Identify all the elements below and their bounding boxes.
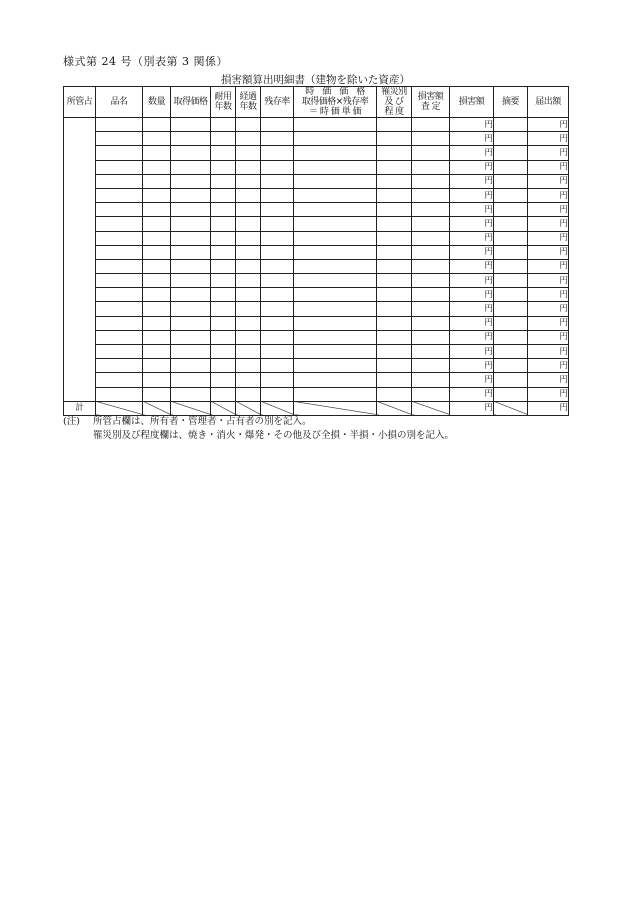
cell-value: [294, 274, 377, 288]
cell-total: 円: [528, 259, 569, 273]
cell-elapsed: [236, 316, 261, 330]
cell-resid: [261, 345, 294, 359]
cell-elapsed: [236, 387, 261, 401]
cell-acq: [171, 132, 211, 146]
cell-value: [294, 259, 377, 273]
cell-qty: [143, 118, 171, 132]
cell-resid: [261, 259, 294, 273]
cell-summary: [494, 160, 528, 174]
note-tag: (注): [63, 416, 80, 427]
slashed-cell: [294, 401, 377, 415]
table-row: [64, 118, 569, 132]
cell-loss: 円: [450, 259, 494, 273]
cell-item: [96, 373, 143, 387]
cell-acq: [171, 387, 211, 401]
cell-acq: [171, 231, 211, 245]
cell-elapsed: [236, 359, 261, 373]
cell-assess: [412, 245, 450, 259]
cell-qty: [143, 146, 171, 160]
cell-loss: 円: [450, 203, 494, 217]
cell-elapsed: [236, 330, 261, 344]
cell-summary: [494, 188, 528, 202]
cell-resid: [261, 146, 294, 160]
cell-type: [377, 188, 412, 202]
slashed-cell: [236, 401, 261, 415]
cell-total: 円: [528, 302, 569, 316]
cell-assess: [412, 231, 450, 245]
cell-acq: [171, 274, 211, 288]
cell-value: [294, 174, 377, 188]
cell-qty: [143, 203, 171, 217]
cell-life: [211, 330, 236, 344]
cell-life: [211, 387, 236, 401]
table-row: [64, 288, 569, 302]
cell-resid: [261, 274, 294, 288]
cell-acq: [171, 373, 211, 387]
cell-acq: [171, 288, 211, 302]
cell-item: [96, 118, 143, 132]
cell-type: [377, 245, 412, 259]
cell-type: [377, 118, 412, 132]
cell-item: [96, 330, 143, 344]
cell-elapsed: [236, 203, 261, 217]
cell-total: 円: [528, 330, 569, 344]
cell-resid: [261, 316, 294, 330]
cell-elapsed: [236, 174, 261, 188]
column-header-resid: 残存率: [261, 87, 294, 118]
cell-life: [211, 231, 236, 245]
cell-loss: 円: [450, 174, 494, 188]
slashed-cell: [261, 401, 294, 415]
table-row: [64, 274, 569, 288]
slashed-cell: [494, 401, 528, 415]
cell-life: [211, 203, 236, 217]
cell-type: [377, 259, 412, 273]
cell-qty: [143, 302, 171, 316]
cell-qty: [143, 245, 171, 259]
cell-assess: [412, 188, 450, 202]
cell-assess: [412, 387, 450, 401]
cell-summary: [494, 118, 528, 132]
table-row: [64, 132, 569, 146]
cell-qty: [143, 316, 171, 330]
cell-life: [211, 259, 236, 273]
cell-item: [96, 274, 143, 288]
cell-life: [211, 174, 236, 188]
cell-loss: 円: [450, 387, 494, 401]
total-row: [64, 401, 569, 415]
cell-total: 円: [528, 160, 569, 174]
table-row: [64, 373, 569, 387]
cell-elapsed: [236, 231, 261, 245]
cell-loss: 円: [450, 245, 494, 259]
cell-elapsed: [236, 188, 261, 202]
cell-qty: [143, 330, 171, 344]
cell-life: [211, 118, 236, 132]
cell-assess: [412, 118, 450, 132]
cell-item: [96, 231, 143, 245]
cell-summary: [494, 132, 528, 146]
cell-qty: [143, 259, 171, 273]
cell-item: [96, 245, 143, 259]
cell-type: [377, 316, 412, 330]
cell-assess: [412, 160, 450, 174]
cell-item: [96, 146, 143, 160]
cell-total: 円: [528, 132, 569, 146]
cell-resid: [261, 359, 294, 373]
cell-total: 円: [528, 217, 569, 231]
cell-type: [377, 330, 412, 344]
cell-elapsed: [236, 118, 261, 132]
cell-total: 円: [528, 288, 569, 302]
cell-total: 円: [528, 316, 569, 330]
cell-qty: [143, 174, 171, 188]
table-row: [64, 359, 569, 373]
cell-type: [377, 359, 412, 373]
cell-total: 円: [528, 188, 569, 202]
cell-elapsed: [236, 160, 261, 174]
cell-acq: [171, 160, 211, 174]
cell-assess: [412, 316, 450, 330]
cell-value: [294, 132, 377, 146]
cell-assess: [412, 288, 450, 302]
cell-type: [377, 387, 412, 401]
cell-life: [211, 160, 236, 174]
cell-life: [211, 373, 236, 387]
cell-loss: 円: [450, 316, 494, 330]
cell-total: 円: [528, 387, 569, 401]
cell-elapsed: [236, 345, 261, 359]
cell-loss: 円: [450, 146, 494, 160]
cell-resid: [261, 160, 294, 174]
cell-elapsed: [236, 259, 261, 273]
total-label: 計: [64, 401, 96, 415]
cell-item: [96, 217, 143, 231]
cell-elapsed: [236, 302, 261, 316]
table-row: [64, 316, 569, 330]
table-row: [64, 174, 569, 188]
cell-assess: [412, 345, 450, 359]
table-row: [64, 245, 569, 259]
cell-type: [377, 132, 412, 146]
cell-item: [96, 132, 143, 146]
cell-item: [96, 174, 143, 188]
cell-assess: [412, 274, 450, 288]
cell-loss: 円: [450, 118, 494, 132]
cell-loss: 円: [450, 373, 494, 387]
cell-assess: [412, 132, 450, 146]
cell-item: [96, 387, 143, 401]
cell-loss: 円: [450, 288, 494, 302]
cell-elapsed: [236, 274, 261, 288]
cell-loss: 円: [450, 231, 494, 245]
cell-type: [377, 203, 412, 217]
cell-value: [294, 302, 377, 316]
cell-type: [377, 160, 412, 174]
cell-qty: [143, 160, 171, 174]
cell-total: 円: [528, 359, 569, 373]
cell-qty: [143, 132, 171, 146]
cell-summary: [494, 359, 528, 373]
cell-life: [211, 359, 236, 373]
notes: [63, 415, 454, 443]
cell-summary: [494, 316, 528, 330]
cell-type: [377, 274, 412, 288]
note-line-2: 罹災別及び程度欄は、焼き・消火・爆発・その他及び全損・半損・小損の別を記入。: [93, 430, 455, 441]
cell-life: [211, 302, 236, 316]
column-header-total: 届出額: [528, 87, 569, 118]
form-number: 様式第 24 号（別表第 3 関係）: [63, 55, 228, 68]
cell-value: [294, 373, 377, 387]
cell-total: 円: [528, 274, 569, 288]
cell-value: [294, 118, 377, 132]
cell-assess: [412, 302, 450, 316]
owner-cell: [64, 118, 96, 402]
column-header-loss: 損害額: [450, 87, 494, 118]
cell-resid: [261, 132, 294, 146]
cell-loss: 円: [450, 274, 494, 288]
cell-value: [294, 288, 377, 302]
cell-acq: [171, 330, 211, 344]
cell-acq: [171, 245, 211, 259]
cell-total: 円: [528, 118, 569, 132]
cell-type: [377, 302, 412, 316]
cell-value: [294, 146, 377, 160]
cell-acq: [171, 259, 211, 273]
cell-item: [96, 302, 143, 316]
cell-qty: [143, 231, 171, 245]
cell-item: [96, 203, 143, 217]
cell-loss: 円: [450, 217, 494, 231]
column-header-type: 罹災別 及 び 程 度: [377, 87, 412, 118]
cell-resid: [261, 118, 294, 132]
cell-resid: [261, 174, 294, 188]
cell-total: 円: [528, 373, 569, 387]
cell-resid: [261, 188, 294, 202]
cell-loss: 円: [450, 160, 494, 174]
note-line-1: 所管占欄は、所有者・管理者・占有者の別を記入。: [93, 416, 312, 427]
cell-summary: [494, 274, 528, 288]
cell-summary: [494, 203, 528, 217]
slashed-cell: [171, 401, 211, 415]
cell-resid: [261, 217, 294, 231]
cell-summary: [494, 345, 528, 359]
document-title: 損害額算出明細書（建物を除いた資産）: [221, 74, 410, 86]
cell-loss: 円: [450, 330, 494, 344]
cell-acq: [171, 302, 211, 316]
column-header-assess: 損害額 査 定: [412, 87, 450, 118]
cell-summary: [494, 146, 528, 160]
cell-value: [294, 359, 377, 373]
cell-value: [294, 231, 377, 245]
cell-type: [377, 288, 412, 302]
cell-qty: [143, 217, 171, 231]
cell-qty: [143, 188, 171, 202]
slashed-cell: [96, 401, 143, 415]
cell-loss: 円: [450, 188, 494, 202]
cell-acq: [171, 188, 211, 202]
cell-assess: [412, 174, 450, 188]
cell-summary: [494, 373, 528, 387]
cell-qty: [143, 387, 171, 401]
cell-qty: [143, 288, 171, 302]
cell-loss: 円: [450, 132, 494, 146]
column-header-owner: 所管占: [64, 87, 96, 118]
cell-elapsed: [236, 288, 261, 302]
damage-calculation-table: [63, 86, 569, 416]
cell-summary: [494, 387, 528, 401]
cell-summary: [494, 302, 528, 316]
cell-value: [294, 316, 377, 330]
cell-item: [96, 288, 143, 302]
table-row: [64, 217, 569, 231]
cell-qty: [143, 274, 171, 288]
table-row: [64, 146, 569, 160]
cell-elapsed: [236, 373, 261, 387]
cell-resid: [261, 203, 294, 217]
cell-life: [211, 288, 236, 302]
column-header-qty: 数量: [143, 87, 171, 118]
cell-type: [377, 373, 412, 387]
cell-acq: [171, 174, 211, 188]
cell-total: 円: [528, 245, 569, 259]
cell-acq: [171, 217, 211, 231]
cell-assess: [412, 146, 450, 160]
column-header-item: 品名: [96, 87, 143, 118]
cell-item: [96, 345, 143, 359]
cell-value: [294, 387, 377, 401]
cell-summary: [494, 245, 528, 259]
cell-summary: [494, 217, 528, 231]
cell-type: [377, 345, 412, 359]
table-row: [64, 203, 569, 217]
total-cell-loss: 円: [450, 401, 494, 415]
table-row: [64, 387, 569, 401]
column-header-acq: 取得価格: [171, 87, 211, 118]
cell-acq: [171, 316, 211, 330]
cell-loss: 円: [450, 302, 494, 316]
cell-life: [211, 245, 236, 259]
cell-value: [294, 217, 377, 231]
cell-loss: 円: [450, 345, 494, 359]
table-row: [64, 160, 569, 174]
cell-life: [211, 188, 236, 202]
cell-total: 円: [528, 203, 569, 217]
table-row: [64, 188, 569, 202]
cell-value: [294, 160, 377, 174]
column-header-elapsed: 経過 年数: [236, 87, 261, 118]
cell-item: [96, 359, 143, 373]
cell-resid: [261, 302, 294, 316]
cell-life: [211, 345, 236, 359]
cell-value: [294, 188, 377, 202]
cell-elapsed: [236, 217, 261, 231]
cell-qty: [143, 345, 171, 359]
cell-summary: [494, 231, 528, 245]
cell-elapsed: [236, 146, 261, 160]
cell-life: [211, 146, 236, 160]
cell-qty: [143, 359, 171, 373]
cell-summary: [494, 174, 528, 188]
cell-total: 円: [528, 345, 569, 359]
slashed-cell: [412, 401, 450, 415]
cell-elapsed: [236, 245, 261, 259]
slashed-cell: [377, 401, 412, 415]
table-row: [64, 259, 569, 273]
cell-assess: [412, 203, 450, 217]
column-header-life: 耐用 年数: [211, 87, 236, 118]
cell-item: [96, 316, 143, 330]
cell-resid: [261, 288, 294, 302]
cell-resid: [261, 387, 294, 401]
cell-value: [294, 245, 377, 259]
cell-total: 円: [528, 146, 569, 160]
cell-assess: [412, 373, 450, 387]
cell-assess: [412, 359, 450, 373]
cell-life: [211, 217, 236, 231]
cell-acq: [171, 359, 211, 373]
cell-value: [294, 330, 377, 344]
cell-assess: [412, 217, 450, 231]
cell-value: [294, 203, 377, 217]
cell-assess: [412, 259, 450, 273]
cell-type: [377, 217, 412, 231]
table-row: [64, 345, 569, 359]
table-row: [64, 330, 569, 344]
cell-type: [377, 231, 412, 245]
cell-value: [294, 345, 377, 359]
cell-summary: [494, 288, 528, 302]
cell-elapsed: [236, 132, 261, 146]
cell-loss: 円: [450, 359, 494, 373]
cell-total: 円: [528, 231, 569, 245]
total-cell-total: 円: [528, 401, 569, 415]
cell-item: [96, 160, 143, 174]
cell-type: [377, 146, 412, 160]
cell-acq: [171, 146, 211, 160]
cell-resid: [261, 373, 294, 387]
cell-item: [96, 259, 143, 273]
slashed-cell: [143, 401, 171, 415]
cell-acq: [171, 345, 211, 359]
cell-qty: [143, 373, 171, 387]
cell-type: [377, 174, 412, 188]
cell-summary: [494, 330, 528, 344]
cell-life: [211, 132, 236, 146]
cell-resid: [261, 231, 294, 245]
cell-life: [211, 274, 236, 288]
column-header-summary: 摘要: [494, 87, 528, 118]
cell-acq: [171, 118, 211, 132]
cell-resid: [261, 245, 294, 259]
cell-total: 円: [528, 174, 569, 188]
cell-acq: [171, 203, 211, 217]
column-header-value: 時 価 価 格 取得価格×残存率 ＝ 時 価 単 価: [294, 87, 377, 118]
table-row: [64, 302, 569, 316]
cell-item: [96, 188, 143, 202]
cell-life: [211, 316, 236, 330]
slashed-cell: [211, 401, 236, 415]
cell-assess: [412, 330, 450, 344]
cell-resid: [261, 330, 294, 344]
table-row: [64, 231, 569, 245]
cell-summary: [494, 259, 528, 273]
